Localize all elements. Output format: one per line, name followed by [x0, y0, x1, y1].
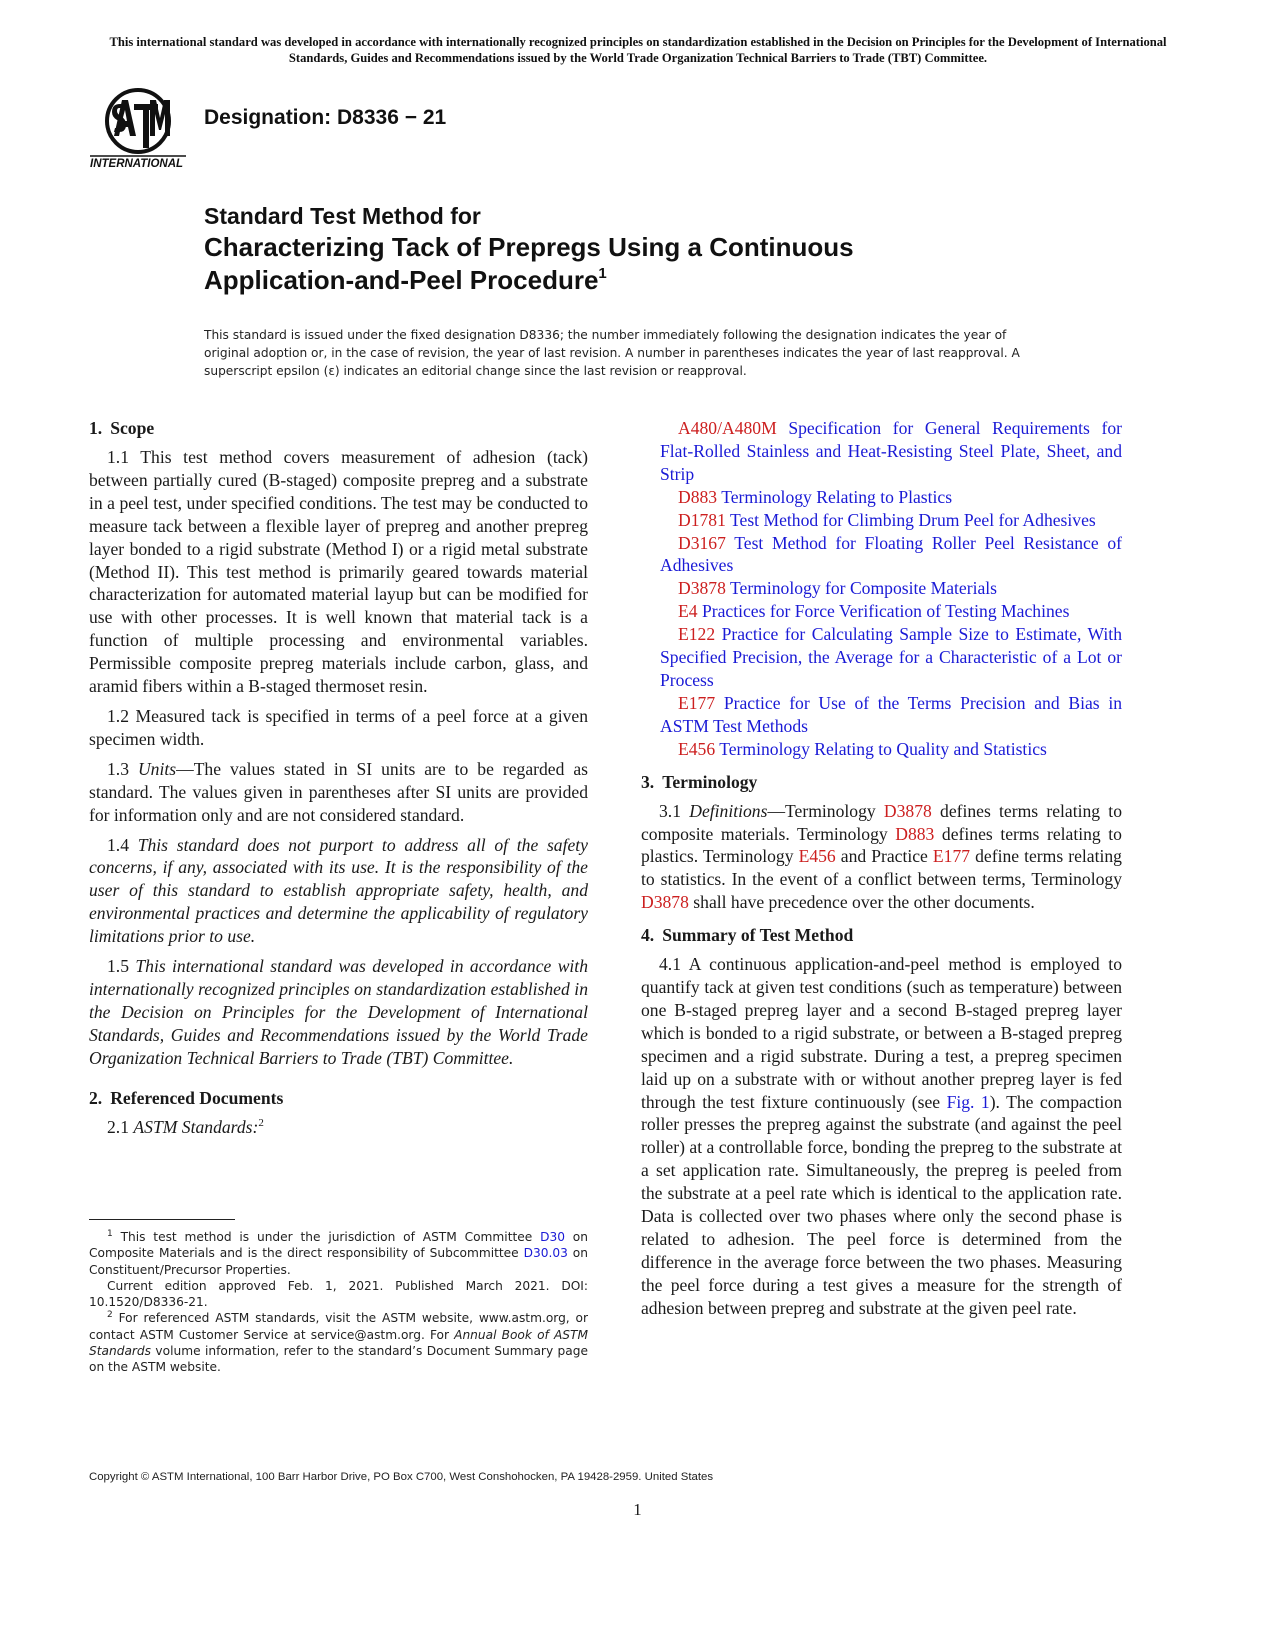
ref-item[interactable]: E4 Practices for Force Verification of Testing Machines — [678, 601, 1070, 622]
title-line-3: Application-and-Peel Procedure$^1$ — [204, 265, 607, 295]
title-footnote-mark[interactable]: 1 — [598, 265, 607, 282]
link-d3878[interactable]: D3878 — [883, 800, 932, 821]
summary-4-1: 4.1 A continuous application-and-peel method is employed to quantify tack at given test conditions (such as temperature) between one B-staged prepreg layer and a second B-staged prepreg layer which is bonded to a rigid substrate, or between a B-staged prepreg specimen and a rigid substrate. During a test, a prepreg specimen laid up on a substrate with or without another prepreg layer is fed through the test fixture continuously (see Fig. 1). The compaction roller presses the prepreg against the substrate (and against the peel roller) at a controllable force, bonding the prepreg to the substrate at a set application rate. Simultaneously, the prepreg is peeled from the substrate at a peel rate which is identical to the application rate. Data is collected over two phases where only the second phase is related to adhesion. The peel force is determined from the difference in the average force between the two phases. Measuring the peel force during a test gives a measure for the strength of adhesion between prepreg and substrate at the given peel rate. — [641, 954, 1122, 1318]
international-standard-notice: This international standard was developed in accordance with internationally recognized principles on standardization established in the Decision on Principles for the Development of International Standards, Guides and Recommendations issued by the World Trade Organization Technical Barriers to Trade (TBT) Committee. — [109, 35, 1167, 65]
scope-1-4: 1.4 This standard does not purport to address all of the safety concerns, if any, associated with its use. It is the responsibility of the user of this standard to establish appropriate safety, health, and environmental practices and determine the applicability of regulatory limitations prior to use. — [89, 834, 588, 947]
scope-1-5: 1.5 This international standard was developed in accordance with internationally recognized principles on standardization established in the Decision on Principles for the Development of International Standards, Guides and Recommendations issued by the World Trade Organization Technical Barriers to Trade (TBT) Committee. — [89, 956, 588, 1068]
footnotes — [89, 1229, 588, 1376]
copyright-line: Copyright © ASTM International, 100 Barr Harbor Drive, PO Box C700, West Conshohocken, PA 19428-2959. United States — [89, 1471, 714, 1483]
right-column — [641, 417, 1122, 1320]
section-summary-heading: 4. Summary of Test Method — [641, 925, 854, 946]
section-referenced-heading: 2. Referenced Documents — [89, 1087, 284, 1108]
footnote-divider — [89, 1219, 235, 1220]
section-scope-heading: 1. Scope — [89, 418, 155, 438]
link-e456[interactable]: E456 — [798, 846, 836, 867]
issuance-note: This standard is issued under the fixed designation D8336; the number immediately following the designation indicates the year of original adoption or, in the case of revision, the year of last revision. A number in parentheses indicates the year of last reapproval. A superscript epsilon (ε) indicates an editorial change since the last revision or reapproval. — [204, 328, 1020, 378]
section-terminology-heading: 3. Terminology — [641, 771, 758, 792]
ref-item[interactable]: D3878 Terminology for Composite Materials — [678, 578, 998, 599]
footnote-2-mark[interactable]: 2 — [258, 1116, 264, 1129]
scope-1-2: 1.2 Measured tack is specified in terms of a peel force at a given specimen width. — [89, 705, 588, 749]
referenced-list — [641, 417, 1122, 761]
ref-item[interactable]: A480/A480M Specification for General Requirements for Flat-Rolled Stainless and Heat-Resisting Steel Plate, Sheet, and Strip — [660, 418, 1122, 484]
link-d3878[interactable]: D3878 — [641, 892, 689, 913]
ref-item[interactable]: E456 Terminology Relating to Quality and Statistics — [678, 738, 1047, 759]
link-e177[interactable]: E177 — [932, 846, 971, 867]
designation: Designation: D8336 − 21 — [204, 106, 447, 129]
title-line-1: Standard Test Method for — [204, 203, 481, 229]
ref-item[interactable]: E177 Practice for Use of the Terms Precision and Bias in ASTM Test Methods — [660, 692, 1122, 736]
logo-wordmark: INTERNATIONAL — [90, 158, 184, 170]
scope-1-1: 1.1 This test method covers measurement of adhesion (tack) between partially cured (B-staged) composite prepreg and a substrate in a peel test, under specified conditions. The test may be conducted to measure tack between a flexible layer of prepreg and another prepreg layer bonded to a rigid substrate (Method I) or a rigid metal substrate (Method II). This test method is primarily geared towards material characterization for automated material layup but can be modified for use with other processes. It is well known that material tack is a function of multiple processing and environmental variables. Permissible composite prepreg materials include carbon, glass, and aramid fibers within a B-staged thermoset resin. — [89, 447, 588, 697]
document-title — [204, 201, 1104, 297]
referenced-2-1: 2.1 ASTM Standards:$^2$ — [107, 1116, 264, 1137]
ref-item[interactable]: D883 Terminology Relating to Plastics — [678, 486, 953, 507]
link-d30-03[interactable]: D30.03 — [523, 1246, 568, 1261]
ref-item[interactable]: E122 Practice for Calculating Sample Size to Estimate, With Specified Precision, the Average for a Characteristic of a Lot or Process — [660, 624, 1122, 690]
link-d883[interactable]: D883 — [895, 823, 935, 844]
ref-item[interactable]: D3167 Test Method for Floating Roller Peel Resistance of Adhesives — [660, 532, 1122, 576]
title-line-2: Characterizing Tack of Prepregs Using a Continuous — [204, 232, 854, 262]
page-number: 1 — [633, 1500, 642, 1519]
footnote-2: $^2$ For referenced ASTM standards, visit the ASTM website, www.astm.org, or contact ASTM Customer Service at service@astm.org. For Annual Book of ASTM Standards volume information, refer to the standard’s Document Summary page on the ASTM website. — [89, 1310, 588, 1375]
scope-1-3: 1.3 Units—The values stated in SI units are to be regarded as standard. The values given in parentheses after SI units are provided for information only and are not considered standard. — [89, 758, 588, 825]
terminology-3-1: 3.1 Definitions—Terminology D3878 defines terms relating to composite materials. Terminology D883 defines terms relating to plastics. Terminology E456 and Practice E177 define terms relating to statistics. In the event of a conflict between terms, Terminology D3878 shall have precedence over the other documents. — [641, 800, 1122, 913]
astm-logo — [88, 86, 188, 172]
left-column — [89, 417, 588, 1138]
ref-item[interactable]: D1781 Test Method for Climbing Drum Peel for Adhesives — [678, 509, 1096, 530]
link-fig-1[interactable]: Fig. 1 — [946, 1091, 990, 1112]
footnote-1: $^1$ This test method is under the jurisdiction of ASTM Committee D30 on Composite Materials and is the direct responsibility of Subcommittee D30.03 on Constituent/Precursor Properties. — [89, 1229, 588, 1277]
link-d30[interactable]: D30 — [540, 1230, 565, 1244]
footnote-edition: Current edition approved Feb. 1, 2021. Published March 2021. DOI: 10.1520/D8336-21. — [89, 1278, 588, 1310]
